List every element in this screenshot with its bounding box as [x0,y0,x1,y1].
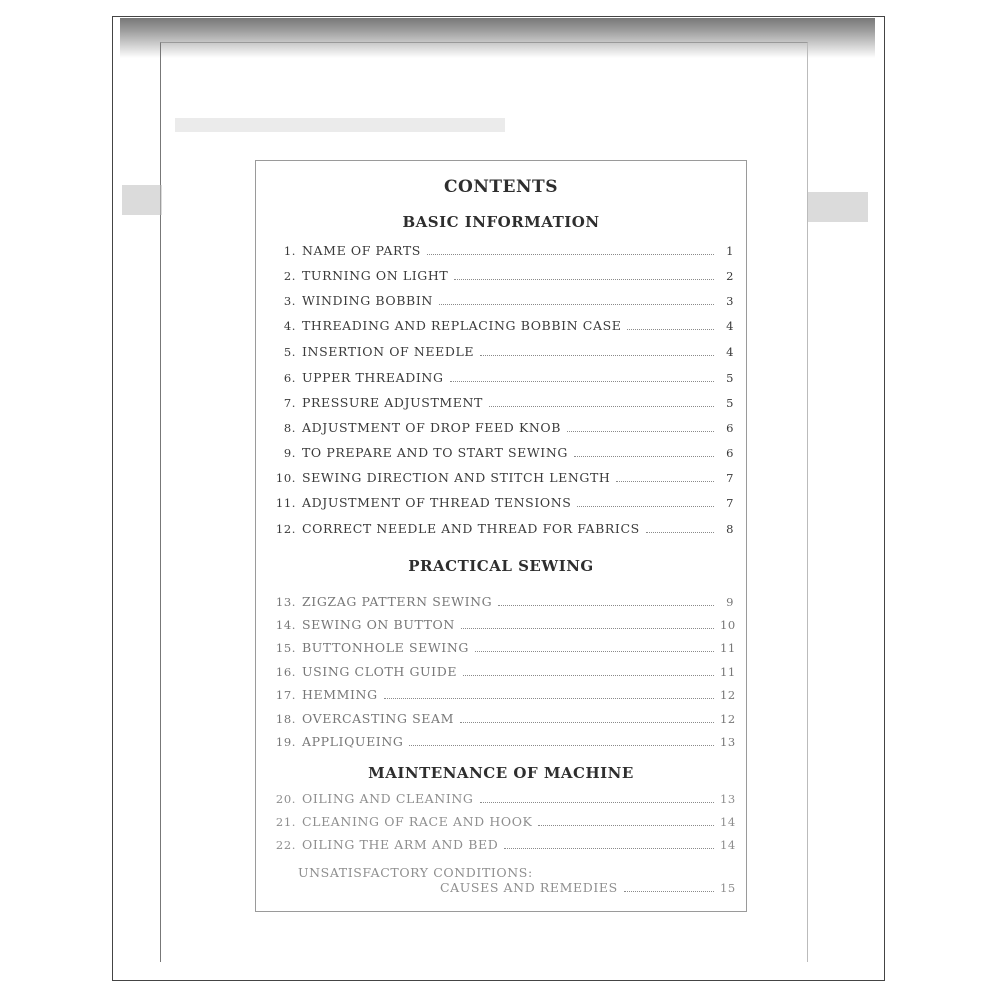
dot-leader [427,254,714,255]
toc-entry [274,837,734,855]
toc-entry [274,268,734,286]
toc-entry [274,318,734,336]
toc-label: SEWING ON BUTTON [302,617,455,632]
dot-leader [498,605,714,606]
toc-entry [274,640,734,658]
toc-label: CORRECT NEEDLE AND THREAD FOR FABRICS [302,521,640,536]
toc-entry [274,594,734,612]
toc-number: 22. [275,838,296,852]
scan-smudge [808,192,868,222]
dot-leader [567,431,714,432]
toc-page-number: 6 [726,446,734,460]
toc-entry [274,470,734,488]
dot-leader [489,406,714,407]
toc-page-number: 2 [726,269,734,283]
dot-leader [461,628,714,629]
section-heading-maintenance: MAINTENANCE OF MACHINE [368,764,634,782]
toc-number: 17. [275,688,296,702]
toc-entry [274,243,734,261]
toc-page-number: 5 [726,396,734,410]
toc-number: 8. [283,421,296,435]
toc-label: THREADING AND REPLACING BOBBIN CASE [302,318,622,333]
toc-label: USING CLOTH GUIDE [302,664,458,679]
dot-leader [384,698,714,699]
dot-leader [624,891,714,892]
toc-page-number: 3 [726,294,734,308]
dot-leader [454,279,714,280]
toc-page-number: 8 [726,522,734,536]
contents-page [255,160,747,912]
toc-page-number: 12 [720,712,736,726]
toc-page-number: 13 [720,792,736,806]
toc-label: ADJUSTMENT OF THREAD TENSIONS [302,495,572,510]
toc-entry [274,521,734,539]
toc-label: APPLIQUEING [302,734,404,749]
toc-label: TO PREPARE AND TO START SEWING [302,445,568,460]
toc-page-number: 9 [726,595,734,609]
dot-leader [480,802,715,803]
toc-number: 12. [275,522,296,536]
dot-leader [504,848,714,849]
toc-page-number: 11 [720,641,736,655]
toc-label: UPPER THREADING [302,370,444,385]
dot-leader [646,532,714,533]
toc-page-number: 11 [720,665,736,679]
toc-entry [274,293,734,311]
toc-label: HEMMING [302,687,378,702]
toc-page-number: 10 [720,618,736,632]
dot-leader [538,825,714,826]
toc-label: OILING THE ARM AND BED [302,837,499,852]
dot-leader [439,304,714,305]
toc-number: 2. [283,269,296,283]
toc-number: 9. [283,446,296,460]
toc-label: ZIGZAG PATTERN SEWING [302,594,493,609]
section-heading-practical: PRACTICAL SEWING [408,557,594,575]
toc-label: INSERTION OF NEEDLE [302,344,475,359]
toc-page-number: 12 [720,688,736,702]
toc-label: TURNING ON LIGHT [302,268,449,283]
toc-number: 3. [283,294,296,308]
toc-entry [274,344,734,362]
toc-page-number: 13 [720,735,736,749]
toc-entry [274,395,734,413]
toc-entry [274,711,734,729]
toc-label: OVERCASTING SEAM [302,711,455,726]
dot-leader [460,722,714,723]
dot-leader [616,481,714,482]
dot-leader [475,651,714,652]
toc-page-number: 4 [726,319,734,333]
toc-number: 16. [275,665,296,679]
toc-label: CLEANING OF RACE AND HOOK [302,814,533,829]
toc-entry [274,791,734,809]
toc-number: 13. [275,595,296,609]
section-heading-basic: BASIC INFORMATION [402,213,600,231]
dot-leader [450,381,714,382]
dot-leader [463,675,714,676]
toc-entry [274,370,734,388]
toc-number: 20. [275,792,296,806]
toc-number: 6. [283,371,296,385]
toc-label: WINDING BOBBIN [302,293,433,308]
toc-page-number: 1 [726,244,734,258]
toc-label: BUTTONHOLE SEWING [302,640,469,655]
unsatisfactory-heading: UNSATISFACTORY CONDITIONS: [298,865,533,880]
toc-label: SEWING DIRECTION AND STITCH LENGTH [302,470,611,485]
toc-page-number: 4 [726,345,734,359]
toc-page-number: 6 [726,421,734,435]
toc-number: 5. [283,345,296,359]
toc-number: 14. [275,618,296,632]
toc-page-number: 14 [720,815,736,829]
toc-page-number: 7 [726,471,734,485]
toc-entry-remedies: CAUSES AND REMEDIES 15 [440,880,736,895]
toc-page-number: 7 [726,496,734,510]
toc-entry [274,687,734,705]
toc-number: 7. [283,396,296,410]
toc-number: 4. [283,319,296,333]
toc-label: OILING AND CLEANING [302,791,474,806]
dot-leader [627,329,714,330]
toc-page-number: 5 [726,371,734,385]
page-title: CONTENTS [444,177,558,197]
dot-leader [577,506,714,507]
toc-number: 19. [275,735,296,749]
toc-entry [274,420,734,438]
toc-entry [274,814,734,832]
toc-label: ADJUSTMENT OF DROP FEED KNOB [302,420,562,435]
toc-number: 18. [275,712,296,726]
scan-smudge [175,118,505,132]
toc-label: NAME OF PARTS [302,243,421,258]
toc-number: 21. [275,815,296,829]
toc-number: 1. [283,244,296,258]
toc-label: PRESSURE ADJUSTMENT [302,395,483,410]
toc-number: 15. [275,641,296,655]
toc-entry [274,734,734,752]
toc-page-number: 14 [720,838,736,852]
toc-entry [274,664,734,682]
dot-leader [574,456,714,457]
toc-entry [274,495,734,513]
toc-number: 11. [275,496,296,510]
toc-number: 10. [275,471,296,485]
toc-entry [274,445,734,463]
scan-smudge [122,185,162,215]
toc-entry [274,617,734,635]
dot-leader [480,355,714,356]
dot-leader [409,745,714,746]
